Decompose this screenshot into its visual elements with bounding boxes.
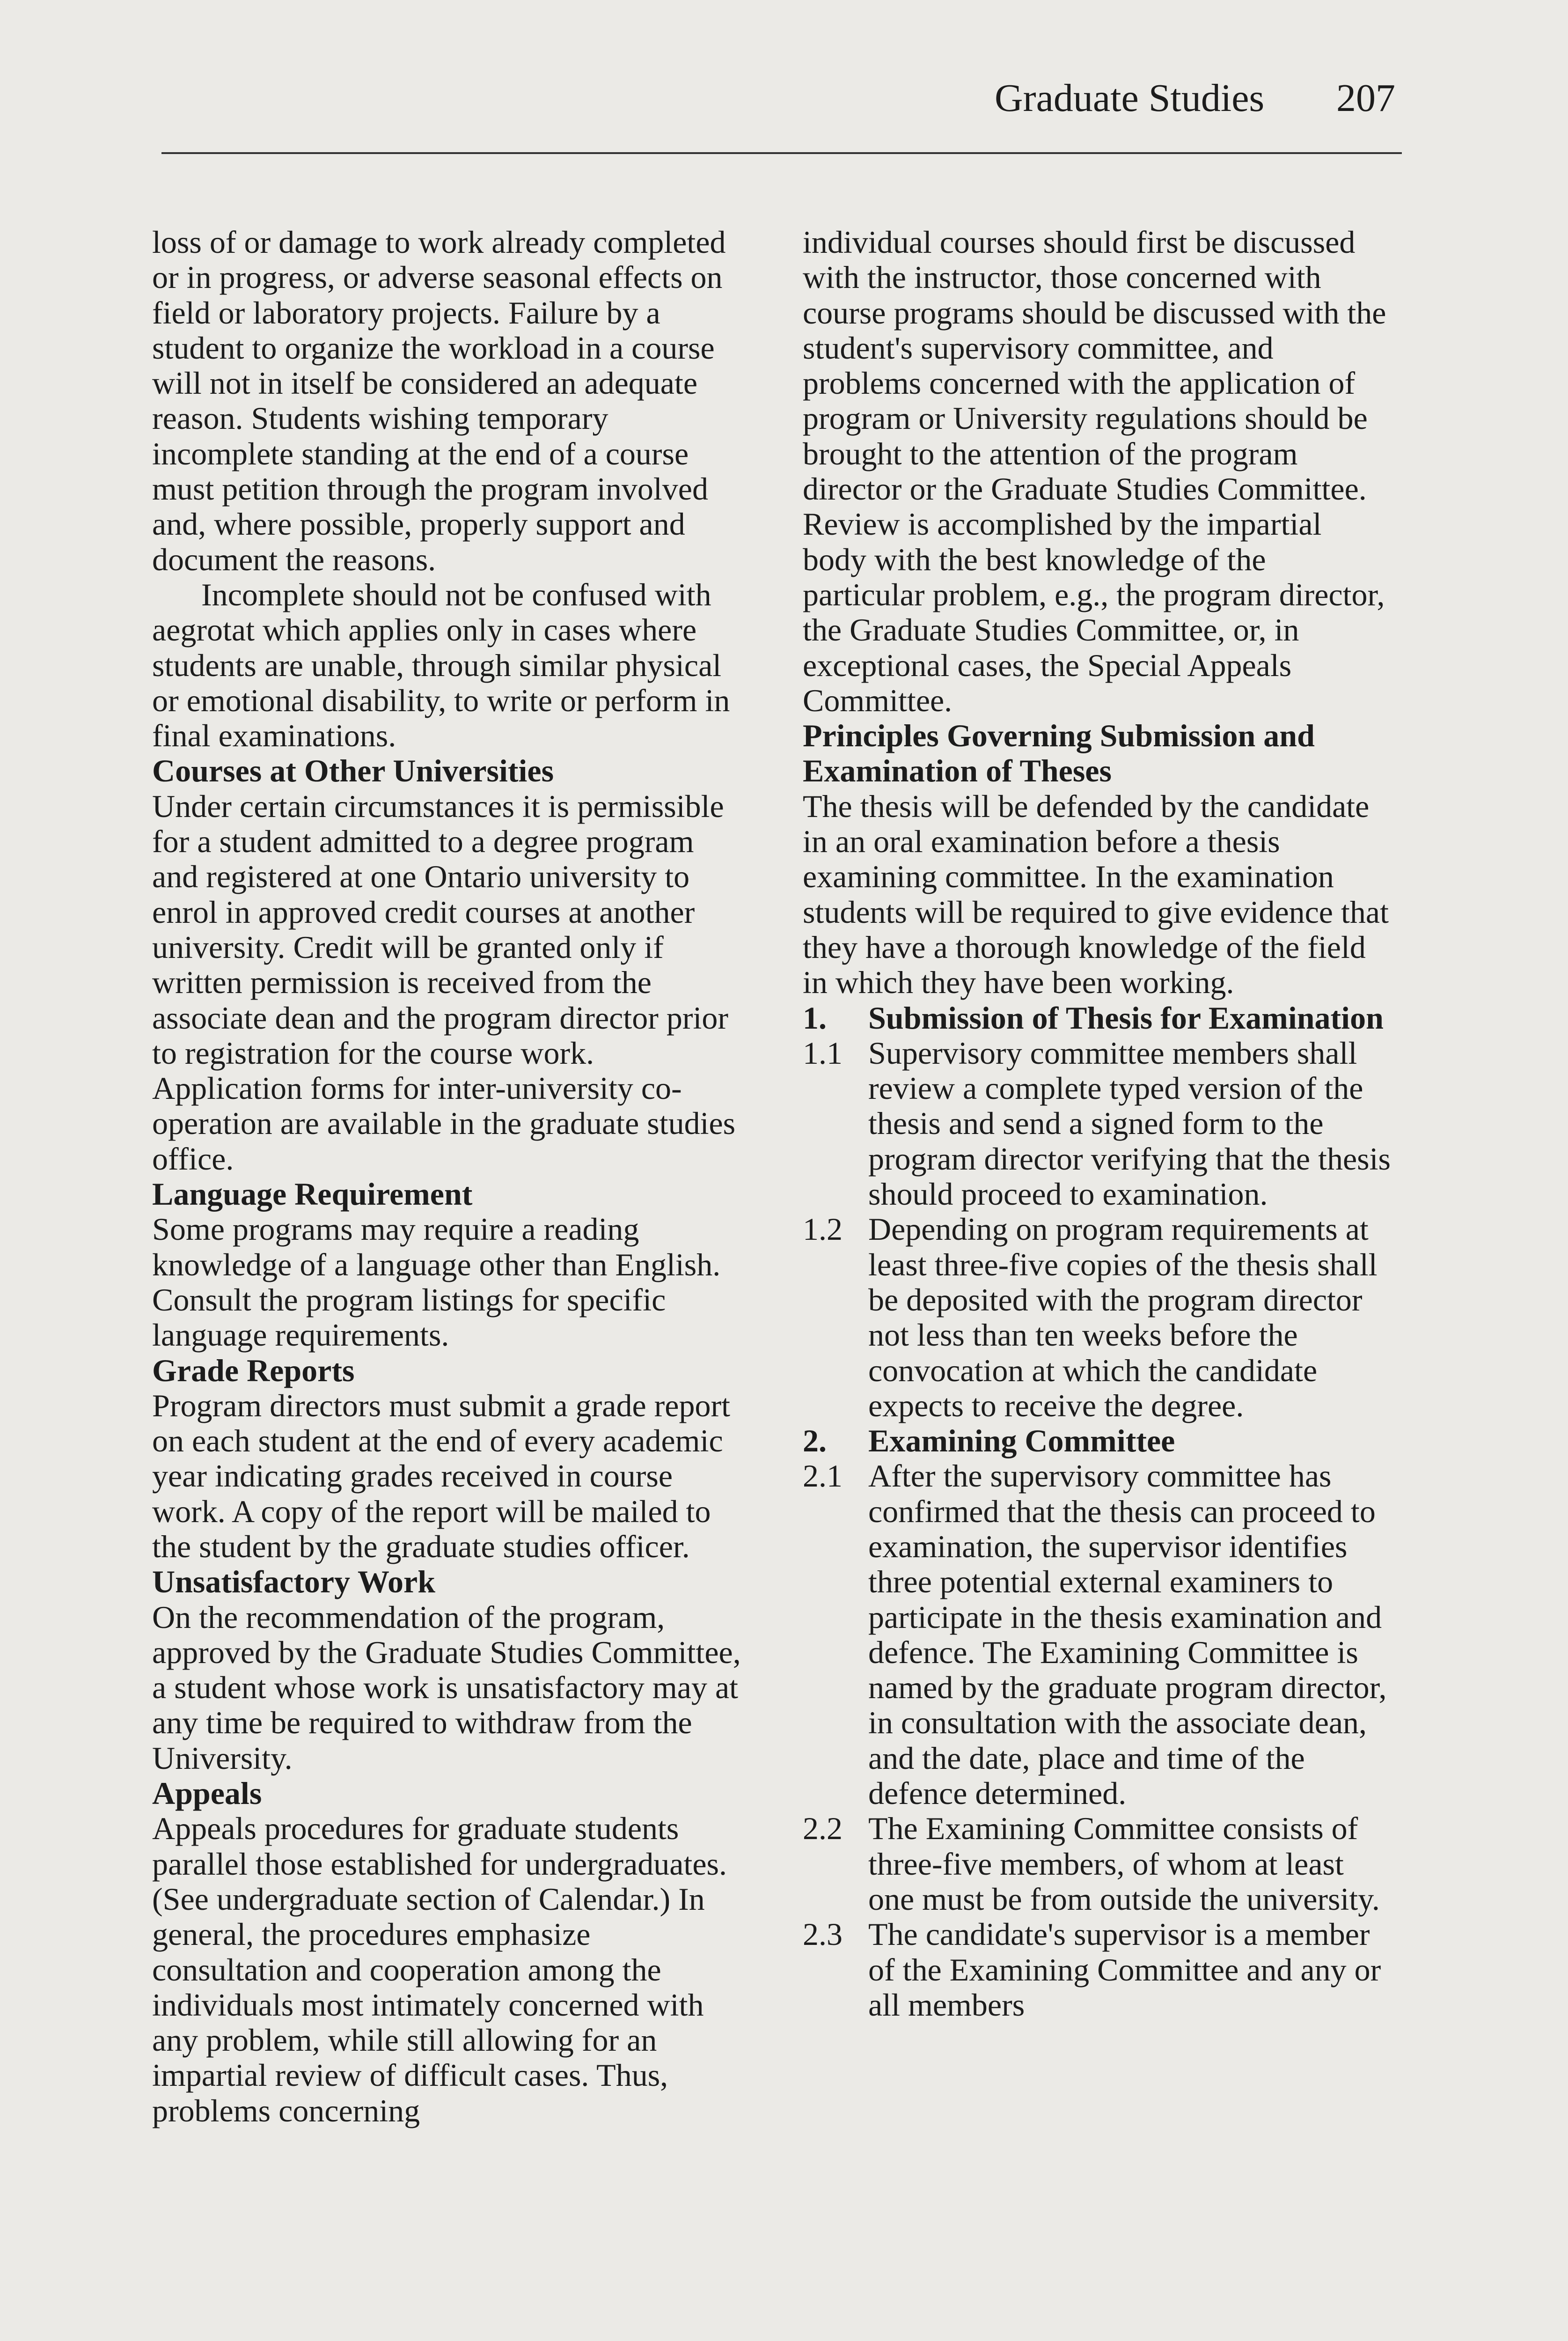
section-submission	[803, 1001, 1392, 1036]
section-number: 2.	[803, 1423, 827, 1459]
item-number: 2.1	[803, 1458, 843, 1494]
item-text: Depending on program requirements at least three-five copies of the thesis shall be deposited with the program director not less than ten weeks before the convocation at which the candidate expects to receive the degree.	[868, 1211, 1377, 1423]
paragraph-appeals: Appeals procedures for graduate students parallel those established for undergraduates. (See undergraduate section of Calendar.) In general, the procedures emphasize consultation and cooperation among the individuals most intimately concerned with any problem, while still allowing for an impartial review of difficult cases. Thus, problems concerning	[152, 1811, 727, 2128]
paragraph-incomplete: Incomplete should not be confused with aegrotat which applies only in cases where students are unable, through similar physical or emotional disability, to write or perform in final examinations.	[152, 576, 730, 754]
right-column	[803, 225, 1392, 2023]
item-text: The Examining Committee consists of three-five members, of whom at least one must be from outside the university.	[868, 1811, 1380, 1917]
list-item	[803, 1212, 1392, 1423]
heading-appeals: Appeals	[152, 1775, 262, 1811]
section-examining-committee	[803, 1423, 1392, 1458]
item-number: 1.1	[803, 1035, 843, 1071]
left-column	[152, 225, 742, 2128]
paragraph-principles: The thesis will be defended by the candidate in an oral examination before a thesis examining committee. In the examination students will be required to give evidence that they have a thorough knowledge of the field in which they have been working.	[803, 788, 1389, 1001]
heading-language-requirement: Language Requirement	[152, 1176, 473, 1212]
item-number: 1.2	[803, 1211, 843, 1247]
section-title: Submission of Thesis for Examination	[868, 1000, 1384, 1036]
list-item	[803, 1917, 1392, 2023]
header-rule	[161, 152, 1402, 154]
section-title: Examining Committee	[868, 1423, 1175, 1459]
page-number: 207	[1336, 76, 1395, 120]
paragraph-other-universities: Under certain circumstances it is permissible for a student admitted to a degree program and registered at one Ontario university to enrol in approved credit courses at another university. Credit will be granted only if written permission is received from the associate dean and the program director prior to registration for the course work. Application forms for inter-university co-operation are available in the graduate studies office.	[152, 788, 736, 1177]
paragraph-language-requirement: Some programs may require a reading knowledge of a language other than English. Consult the program listings for specific language requirements.	[152, 1211, 721, 1353]
list-item	[803, 1811, 1392, 1917]
heading-unsatisfactory-work: Unsatisfactory Work	[152, 1564, 436, 1600]
item-text: Supervisory committee members shall review a complete typed version of the thesis and send a signed form to the program director verifying that the thesis should proceed to examination.	[868, 1035, 1391, 1212]
heading-principles: Principles Governing Submission and Examination of Theses	[803, 718, 1315, 789]
item-text: The candidate's supervisor is a member of the Examining Committee and any or all members	[868, 1916, 1381, 2023]
paragraph-unsatisfactory-work: On the recommendation of the program, approved by the Graduate Studies Committee, a student whose work is unsatisfactory may at any time be required to withdraw from the University.	[152, 1599, 741, 1776]
item-number: 2.3	[803, 1916, 843, 1952]
paragraph-appeals-continued: individual courses should first be discussed with the instructor, those concerned with course programs should be discussed with the student's supervisory committee, and problems concerned with the application of program or University regulations should be brought to the attention of the program director or the Graduate Studies Committee. Review is accomplished by the impartial body with the best knowledge of the particular problem, e.g., the program director, the Graduate Studies Committee, or, in exceptional cases, the Special Appeals Committee.	[803, 224, 1386, 718]
item-text: After the supervisory committee has confirmed that the thesis can proceed to examination, the supervisor identifies three potential external examiners to participate in the thesis examination and defence. The Examining Committee is named by the graduate program director, in consultation with the associate dean, and the date, place and time of the defence determined.	[868, 1458, 1387, 1811]
list-item	[803, 1458, 1392, 1811]
paragraph-grade-reports: Program directors must submit a grade report on each student at the end of every academic year indicating grades received in course work. A copy of the report will be mailed to the student by the graduate studies officer.	[152, 1387, 731, 1564]
section-number: 1.	[803, 1000, 827, 1036]
heading-other-universities: Courses at Other Universities	[152, 753, 554, 789]
heading-grade-reports: Grade Reports	[152, 1352, 355, 1388]
paragraph-continued: loss of or damage to work already completed or in progress, or adverse seasonal effects on field or laboratory projects. Failure by a student to organize the workload in a course will not in itself be considered an adequate reason. Students wishing temporary incomplete standing at the end of a course must petition through the program involved and, where possible, properly support and document the reasons.	[152, 224, 726, 577]
item-number: 2.2	[803, 1811, 843, 1847]
list-item	[803, 1036, 1392, 1212]
running-title: Graduate Studies	[995, 76, 1265, 120]
